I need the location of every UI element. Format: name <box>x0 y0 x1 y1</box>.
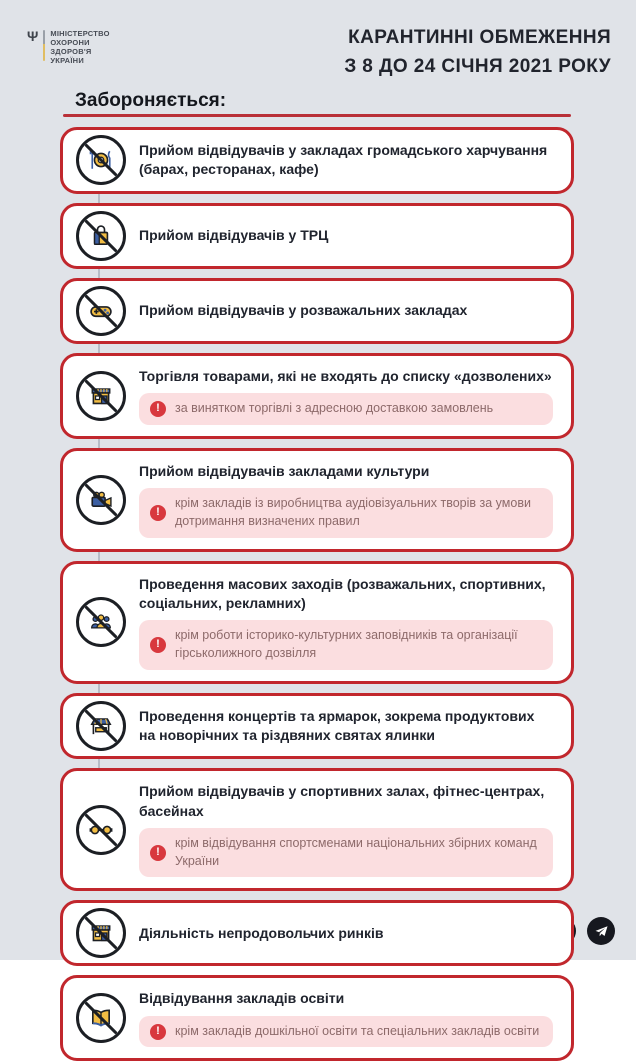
no-concerts-icon <box>76 701 126 751</box>
exception-note-text: крім роботи історико-культурних заповідників та організації гірськолижного дозвілля <box>175 628 518 660</box>
restriction-card <box>60 768 574 891</box>
exclamation-icon: ! <box>150 637 166 653</box>
restriction-card <box>60 693 574 760</box>
card-body <box>139 569 555 676</box>
exclamation-icon: ! <box>150 1024 166 1040</box>
icon-column <box>63 371 139 421</box>
card-body <box>139 295 555 326</box>
restriction-title: Прийом відвідувачів закладами культури <box>139 462 430 479</box>
exception-note-text: крім закладів дошкільної освіти та спеціальних закладів освіти <box>175 1023 540 1038</box>
no-markets-icon <box>76 908 126 958</box>
icon-column <box>63 286 139 336</box>
restriction-card <box>60 278 574 344</box>
no-mass-events-icon <box>76 597 126 647</box>
restriction-title: Прийом відвідувачів у закладах громадського харчування (барах, ресторанах, кафе) <box>139 142 548 178</box>
no-retail-icon <box>76 371 126 421</box>
restriction-card <box>60 353 574 439</box>
icon-column <box>63 993 139 1043</box>
restriction-title: Прийом відвідувачів у спортивних залах, фітнес-центрах, басейнах <box>139 783 545 819</box>
no-entertainment-icon <box>76 286 126 336</box>
exception-note <box>139 620 553 670</box>
restriction-card <box>60 975 574 1061</box>
restriction-title: Проведення масових заходів (розважальних, спортивних, соціальних, рекламних) <box>139 575 546 611</box>
card-body <box>139 456 555 544</box>
card-body <box>139 918 555 949</box>
card-body <box>139 135 555 186</box>
restrictions-list <box>60 127 574 1061</box>
exception-note <box>139 828 553 878</box>
exception-note-text: крім закладів із виробництва аудіовізуальних творів за умови дотримання визначених правил <box>175 496 531 528</box>
restriction-title: Прийом відвідувачів у ТРЦ <box>139 226 329 243</box>
no-culture-icon <box>76 475 126 525</box>
section-heading: Забороняється: <box>75 90 227 111</box>
restriction-title: Відвідування закладів освіти <box>139 990 345 1007</box>
logo-divider <box>43 30 45 61</box>
restriction-card <box>60 203 574 269</box>
exception-note <box>139 393 553 425</box>
exclamation-icon: ! <box>150 505 166 521</box>
no-dining-icon <box>76 135 126 185</box>
exception-note <box>139 488 553 538</box>
no-gym-icon <box>76 805 126 855</box>
restriction-title: Діяльність непродовольчих ринків <box>139 924 384 941</box>
restriction-card <box>60 448 574 552</box>
ministry-name-line: УКРАЇНИ <box>50 56 84 65</box>
icon-column <box>63 908 139 958</box>
icon-column <box>63 135 139 185</box>
ministry-name-line: МІНІСТЕРСТВО <box>50 29 110 38</box>
restriction-card <box>60 127 574 194</box>
ministry-name-line: ЗДОРОВ'Я <box>50 47 92 56</box>
card-body <box>139 983 555 1053</box>
icon-column <box>63 211 139 261</box>
ministry-name <box>50 29 109 65</box>
trident-icon: Ψ <box>27 28 39 44</box>
restriction-title: Прийом відвідувачів у розважальних закладах <box>139 301 468 318</box>
restriction-title: Торгівля товарами, які не входять до списку «дозволених» <box>139 367 552 384</box>
ministry-name-line: ОХОРОНИ <box>50 38 90 47</box>
card-body <box>139 701 555 752</box>
restriction-card <box>60 561 574 684</box>
exclamation-icon: ! <box>150 845 166 861</box>
restriction-title: Проведення концертів та ярмарок, зокрема продуктових на новорічних та різдвяних святах ялинки <box>139 707 535 743</box>
exclamation-icon: ! <box>150 401 166 417</box>
no-shopping-mall-icon <box>76 211 126 261</box>
exception-note <box>139 1016 553 1048</box>
exception-note-text: за винятком торгівлі з адресною доставкою замовлень <box>175 400 494 415</box>
page-title-line1: КАРАНТИННІ ОБМЕЖЕННЯ <box>348 27 611 48</box>
exception-note-text: крім відвідування спортсменами національних збірних команд України <box>175 835 537 868</box>
telegram-icon[interactable] <box>587 917 615 945</box>
card-body <box>139 776 555 883</box>
icon-column <box>63 805 139 855</box>
page-title <box>344 24 611 81</box>
ministry-logo <box>27 29 110 65</box>
card-body <box>139 361 555 431</box>
icon-column <box>63 597 139 647</box>
page-title-line2: З 8 ДО 24 СІЧНЯ 2021 РОКУ <box>344 55 611 77</box>
no-education-icon <box>76 993 126 1043</box>
icon-column <box>63 701 139 751</box>
restriction-card <box>60 900 574 966</box>
icon-column <box>63 475 139 525</box>
heading-rule <box>63 114 571 117</box>
card-body <box>139 220 555 251</box>
